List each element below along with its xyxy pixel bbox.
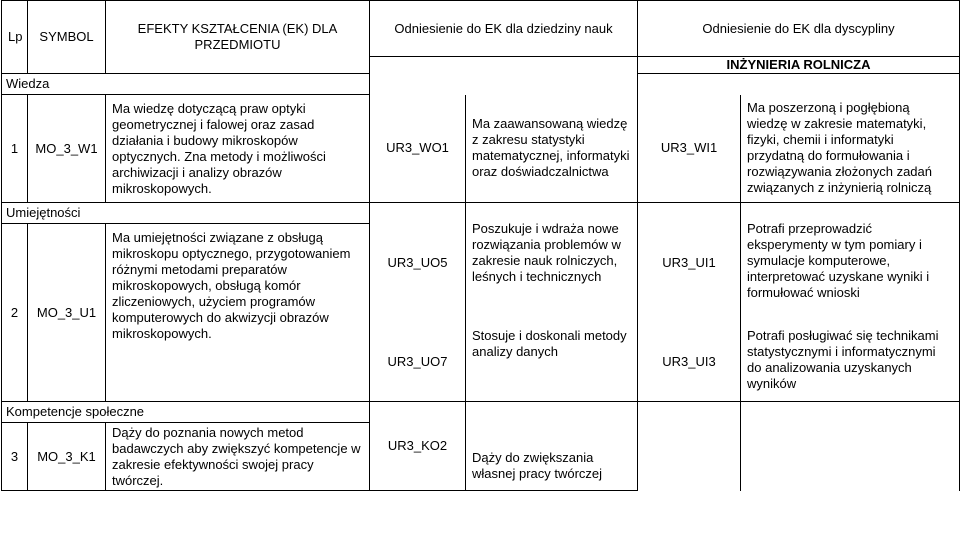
learning-outcomes-table — [1, 0, 960, 491]
section-umiejetnosci: Umiejętności — [2, 203, 370, 224]
row-2-discipline-desc-a: Potrafi przeprowadzić eksperymenty w tym pomiary i symulacje komputerowe, interpretować uzyskane wyniki i formułować wnioski — [741, 203, 960, 324]
section-kompetencje: Kompetencje społeczne — [2, 402, 370, 423]
row-3-discipline-code-empty — [638, 402, 741, 491]
row-3-effect: Dąży do poznania nowych metod badawczych aby zwiększyć kompetencje w zakresie efektywności swojej pracy twórczej. — [106, 423, 370, 491]
row-2-symbol: MO_3_U1 — [28, 224, 106, 402]
row-2-discipline-desc-b: Potrafi posługiwać się technikami statystycznymi i informatycznymi do analizowania uzyskanych wyników — [741, 324, 960, 402]
row-2-discipline-code-a: UR3_UI1 — [638, 203, 741, 324]
row-1-lp: 1 — [2, 95, 28, 203]
header-discipline-name: INŻYNIERIA ROLNICZA — [638, 57, 960, 74]
row-3-field-code: UR3_KO2 — [370, 402, 466, 491]
row-3-field-desc: Dąży do zwiększania własnej pracy twórczej — [466, 402, 638, 491]
row-3-lp: 3 — [2, 423, 28, 491]
header-lp: Lp — [2, 1, 28, 74]
section-wiedza: Wiedza — [2, 74, 370, 95]
header-effects: EFEKTY KSZTAŁCENIA (EK) DLA PRZEDMIOTU — [106, 1, 370, 74]
header-discipline-reference: Odniesienie do EK dla dyscypliny — [638, 1, 960, 57]
row-2-effect: Ma umiejętności związane z obsługą mikroskopu optycznego, przygotowaniem różnymi metodami preparatów mikroskopowych, obsługą komór zliczeniowych, użyciem programów komputerowych do akwizycji obrazów mikroskopowych. — [106, 224, 370, 402]
row-2-field-desc-b: Stosuje i doskonali metody analizy danych — [466, 324, 638, 402]
row-1-field-code: UR3_WO1 — [370, 95, 466, 203]
row-2-field-code-b: UR3_UO7 — [370, 324, 466, 402]
row-1-symbol: MO_3_W1 — [28, 95, 106, 203]
row-1-discipline-desc: Ma poszerzoną i pogłębioną wiedzę w zakresie matematyki, fizyki, chemii i informatyki przydatną do formułowania i rozwiązywania złożonych zadań związanych z inżynierią rolniczą — [741, 95, 960, 203]
section-wiedza-spacer-a — [370, 74, 638, 95]
header-field-reference: Odniesienie do EK dla dziedziny nauk — [370, 1, 638, 57]
row-1-effect: Ma wiedzę dotyczącą praw optyki geometrycznej i falowej oraz zasad działania i budowy mikroskopów optycznych. Zna metody i możliwości archiwizacji i analizy obrazów mikroskopowych. — [106, 95, 370, 203]
row-3-discipline-desc-empty — [741, 402, 960, 491]
header-symbol: SYMBOL — [28, 1, 106, 74]
row-1-discipline-code: UR3_WI1 — [638, 95, 741, 203]
row-2-field-desc-a: Poszukuje i wdraża nowe rozwiązania problemów w zakresie nauk rolniczych, leśnych i technicznych — [466, 203, 638, 324]
row-1-field-desc: Ma zaawansowaną wiedzę z zakresu statystyki matematycznej, informatyki oraz doświadczalnictwa — [466, 95, 638, 203]
row-2-field-code-a: UR3_UO5 — [370, 203, 466, 324]
header-field-spacer — [370, 57, 638, 74]
row-2-lp: 2 — [2, 224, 28, 402]
row-3-symbol: MO_3_K1 — [28, 423, 106, 491]
row-2-discipline-code-b: UR3_UI3 — [638, 324, 741, 402]
section-wiedza-spacer-b — [638, 74, 960, 95]
